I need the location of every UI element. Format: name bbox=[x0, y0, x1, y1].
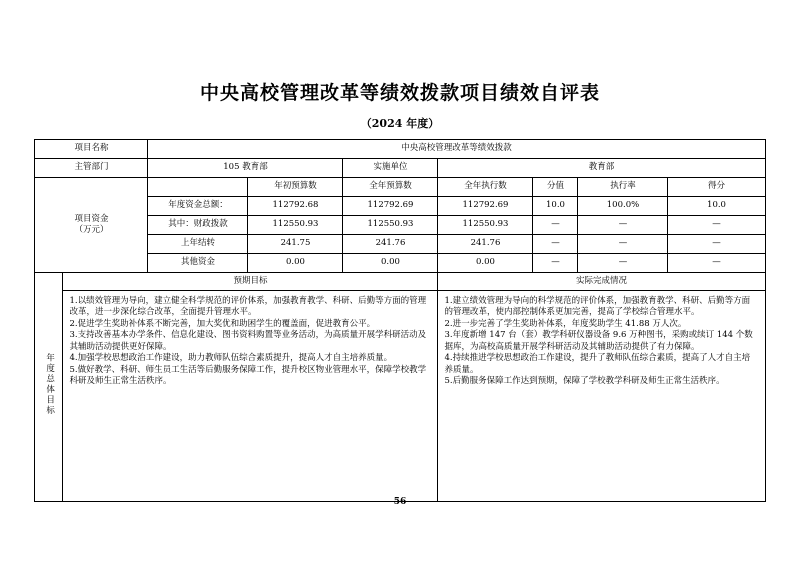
page-subtitle: （2024 年度） bbox=[360, 117, 440, 130]
performance-self-assessment-table bbox=[34, 139, 765, 502]
funds-fiscal-score: — bbox=[668, 216, 765, 235]
actual-result-text: 1.建立绩效管理为导向的科学规范的评价体系，加强教育教学、科研、后勤等方面的管理改革，使内部控制体系更加完善，提高了学校综合管理水平。 2.进一步完善了学生奖助补体系，年度奖助学生 41.88 万人次。 3.年度新增 147 台（套）教学科研仪器设备 9.6 万种图书，采购或续订 144 个数据库，为高校高质量开展学科研活动及其辅助活动提供了有力保障。 4.持续推进学校思想政治工作建设，提升了教师队伍综合素质，提高了人才自主培养质量。 5.后勤服务保障工作达到预期，保障了学校教学科研及师生正常生活秩序。 bbox=[438, 291, 765, 502]
project-name-label: 项目名称 bbox=[35, 140, 148, 159]
table-row-project-name bbox=[35, 140, 765, 159]
funds-total-annual-execution: 112792.69 bbox=[438, 197, 533, 216]
table-row-goals-body bbox=[35, 291, 765, 502]
funds-other-initial-budget: 0.00 bbox=[248, 254, 343, 273]
funds-fiscal-score-value: — bbox=[533, 216, 578, 235]
page-number: 56 bbox=[393, 497, 407, 507]
funds-carryover-annual-budget: 241.76 bbox=[343, 235, 438, 254]
funds-total-score: 10.0 bbox=[668, 197, 765, 216]
funds-other-score-value: — bbox=[533, 254, 578, 273]
funds-row-name-header bbox=[148, 178, 248, 197]
funds-carryover-execution-rate: — bbox=[578, 235, 668, 254]
funds-header-score-value: 分值 bbox=[533, 178, 578, 197]
funds-other-score: — bbox=[668, 254, 765, 273]
funds-header-annual-execution: 全年执行数 bbox=[438, 178, 533, 197]
supervising-department-value: 105 教育部 bbox=[148, 159, 343, 178]
funds-row-label-carryover: 上年结转 bbox=[148, 235, 248, 254]
funds-row-label-total: 年度资金总额： bbox=[148, 197, 248, 216]
implementing-unit-label: 实施单位 bbox=[343, 159, 438, 178]
table-row-funds-header bbox=[35, 178, 765, 197]
table-row-department bbox=[35, 159, 765, 178]
annual-overall-goal-label: 年度总体目标 bbox=[35, 273, 63, 502]
funds-fiscal-annual-execution: 112550.93 bbox=[438, 216, 533, 235]
supervising-department-label: 主管部门 bbox=[35, 159, 148, 178]
funds-total-initial-budget: 112792.68 bbox=[248, 197, 343, 216]
goals-header-expected: 预期目标 bbox=[63, 273, 438, 291]
funds-carryover-score: — bbox=[668, 235, 765, 254]
funds-carryover-initial-budget: 241.75 bbox=[248, 235, 343, 254]
funds-other-execution-rate: — bbox=[578, 254, 668, 273]
funds-fiscal-annual-budget: 112550.93 bbox=[343, 216, 438, 235]
project-name-value: 中央高校管理改革等绩效拨款 bbox=[148, 140, 765, 159]
table-row-goals-header bbox=[35, 273, 765, 291]
funds-carryover-annual-execution: 241.76 bbox=[438, 235, 533, 254]
page-title: 中央高校管理改革等绩效拨款项目绩效自评表 bbox=[199, 82, 600, 104]
funds-total-execution-rate: 100.0% bbox=[578, 197, 668, 216]
funds-row-label-other: 其他资金 bbox=[148, 254, 248, 273]
funds-other-annual-execution: 0.00 bbox=[438, 254, 533, 273]
funds-fiscal-execution-rate: — bbox=[578, 216, 668, 235]
funds-carryover-score-value: — bbox=[533, 235, 578, 254]
funds-total-score-value: 10.0 bbox=[533, 197, 578, 216]
expected-goal-text: 1.以绩效管理为导向，建立健全科学规范的评价体系，加强教育教学、科研、后勤等方面的管理改革，进一步深化综合改革，全面提升管理水平。 2.促进学生奖助补体系不断完善，加大奖优和助困学生的覆盖面，促进教育公平。 3.支持改善基本办学条件、信息化建设、图书资料购置等业务活动，为高质量开展学科研活动及其辅助活动提供更好保障。 4.加强学校思想政治工作建设，助力教师队伍综合素质提升，提高人才自主培养质量。 5.做好教学、科研、师生员工生活等后勤服务保障工作，提升校区物业管理水平，保障学校教学科研及师生正常生活秩序。 bbox=[63, 291, 438, 502]
funds-header-initial-budget: 年初预算数 bbox=[248, 178, 343, 197]
project-funds-label: 项目资金 （万元） bbox=[35, 178, 148, 273]
funds-fiscal-initial-budget: 112550.93 bbox=[248, 216, 343, 235]
funds-header-score: 得分 bbox=[668, 178, 765, 197]
implementing-unit-value: 教育部 bbox=[438, 159, 765, 178]
funds-header-execution-rate: 执行率 bbox=[578, 178, 668, 197]
funds-row-label-fiscal: 其中：财政拨款 bbox=[148, 216, 248, 235]
funds-other-annual-budget: 0.00 bbox=[343, 254, 438, 273]
goals-header-actual: 实际完成情况 bbox=[438, 273, 765, 291]
funds-total-annual-budget: 112792.69 bbox=[343, 197, 438, 216]
funds-header-annual-budget: 全年预算数 bbox=[343, 178, 438, 197]
